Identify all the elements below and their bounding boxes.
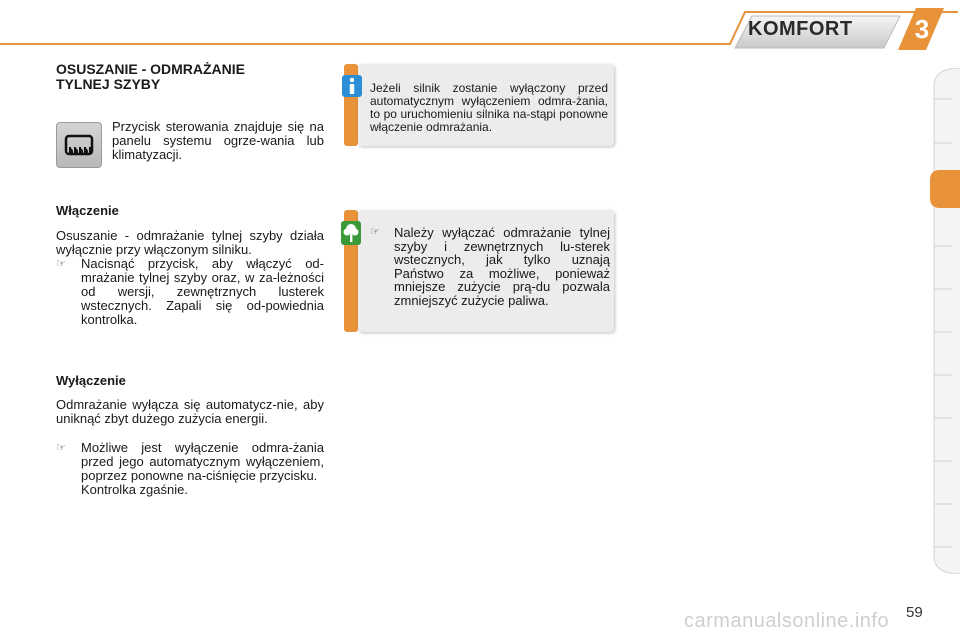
chapter-tabs-graphic xyxy=(926,68,960,574)
off-heading: Wyłączenie xyxy=(56,373,126,388)
watermark: carmanualsonline.info xyxy=(684,610,890,632)
intro-text: Przycisk sterowania znajduje się na panelu systemu ogrze-wania lub klimatyzacji. xyxy=(112,119,324,162)
off-bullet-text-2: Kontrolka zgaśnie. xyxy=(81,482,188,497)
rear-defrost-button-icon xyxy=(56,122,102,168)
off-bullet-text: Możliwe jest wyłączenie odmra-żania przed jego automatycznym wyłączeniem, poprzez ponowne na-ciśnięcie przycisku. xyxy=(81,440,324,483)
info-icon xyxy=(341,74,363,98)
tree-eco-icon xyxy=(340,220,362,246)
off-bullet xyxy=(56,441,324,497)
chapter-tabs xyxy=(926,68,960,574)
eco-note-text: Należy wyłączać odmrażanie tylnej szyby i zewnętrznych lu-sterek wstecznych, jak tylko uznają Państwo za możliwe, ponieważ mniejsze zużycie prą-du pozwala zmniejszyć zużycie paliwa. xyxy=(394,225,610,308)
chapter-number: 3 xyxy=(914,14,930,44)
page-number: 59 xyxy=(906,604,923,621)
bullet-hand-icon: ☞ xyxy=(370,226,380,238)
on-paragraph: Osuszanie - odmrażanie tylnej szyby działa wyłącznie przy włączonym silniku. xyxy=(56,228,324,257)
section-title-line1: OSUSZANIE - ODMRAŻANIE xyxy=(56,61,245,77)
section-title-line2: TYLNEJ SZYBY xyxy=(56,76,161,92)
on-heading: Włączenie xyxy=(56,203,119,218)
eco-note-bullet xyxy=(370,226,610,307)
info-note-text: Jeżeli silnik zostanie wyłączony przed automatycznym wyłączeniem odmra-żania, to po uruchomieniu silnika na-stąpi ponowne włączenie odmrażania. xyxy=(370,81,608,134)
off-paragraph: Odmrażanie wyłącza się automatycz-nie, aby uniknąć zbyt dużego zużycia energii. xyxy=(56,397,324,426)
rear-defrost-icon xyxy=(57,123,101,167)
on-bullet xyxy=(56,257,324,327)
section-title xyxy=(56,62,316,92)
bullet-hand-icon: ☞ xyxy=(56,258,66,270)
chapter-title: KOMFORT xyxy=(748,18,853,40)
bullet-hand-icon: ☞ xyxy=(56,442,66,454)
on-bullet-text: Nacisnąć przycisk, aby włączyć od-mrażanie tylnej szyby oraz, w za-leżności od wersji, zewnętrznych lusterek wstecznych. Zapali się od-powiednia kontrolka. xyxy=(81,256,324,327)
